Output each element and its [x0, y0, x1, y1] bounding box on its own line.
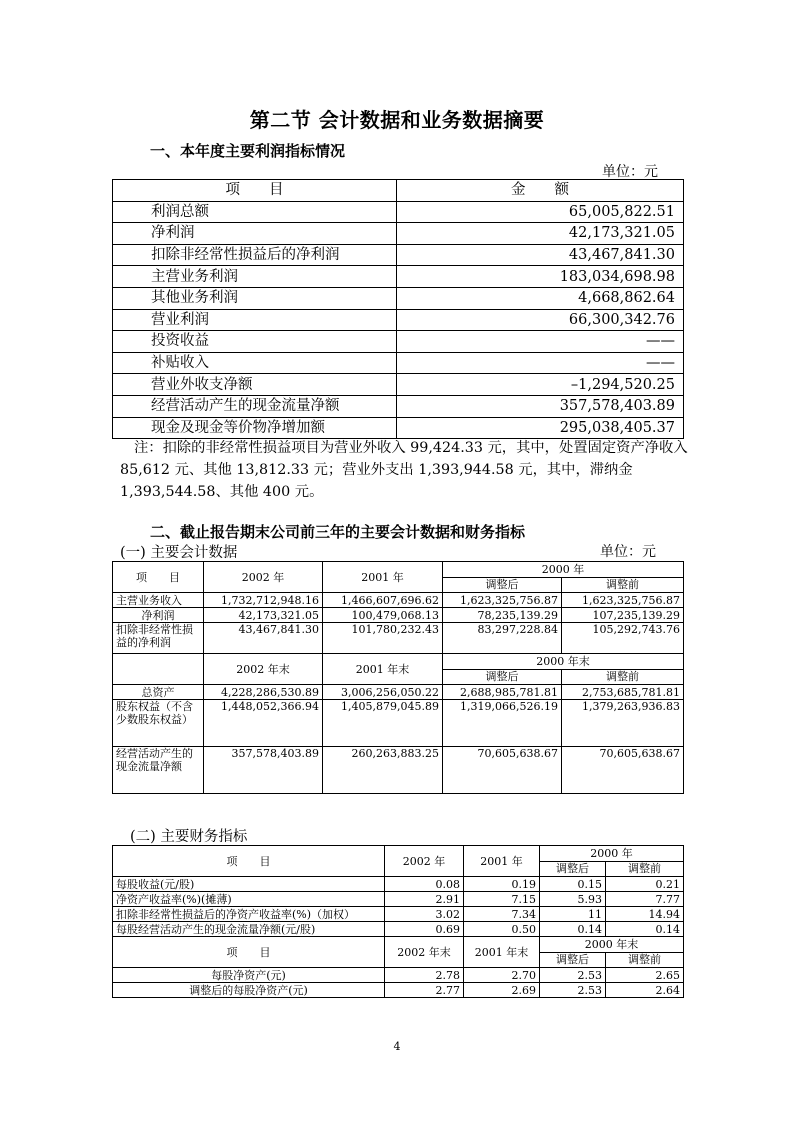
cell-2002: 3.02: [385, 907, 464, 922]
table-row: [113, 352, 684, 374]
cell-2001: 7.15: [464, 892, 540, 907]
row-label: 每股收益(元/股): [113, 877, 385, 892]
cell-2001: 2.70: [464, 968, 540, 983]
cell-2002: 43,467,841.30: [204, 623, 323, 654]
col-item-header: 项 目: [113, 562, 204, 593]
cell-2000-before: 2.65: [606, 968, 684, 983]
col-item-header: 项 目: [113, 937, 385, 968]
cell-2000-after: 1,623,325,756.87: [443, 593, 562, 608]
row-value: 4,668,862.64: [397, 287, 684, 309]
col-2001-yearend-header: 2001 年末: [323, 654, 443, 685]
cell-2000-after: 0.15: [540, 877, 606, 892]
cell-2000-before: 70,605,638.67: [562, 747, 684, 794]
table-row: [113, 922, 684, 937]
cell-2001: 1,405,879,045.89: [323, 700, 443, 747]
col-2002-yearend-header: 2002 年末: [204, 654, 323, 685]
nonrecurring-note: 注：扣除的非经常性损益项目为营业外收入 99,424.33 元，其中，处置固定资产净收入 85,612 元、其他 13,812.33 元；营业外支出 1,393,944.58 元，其中，滞纳金 1,393,544.58、其他 400 元。: [120, 440, 688, 500]
row-value: 43,467,841.30: [397, 244, 684, 266]
row-value: 183,034,698.98: [397, 266, 684, 288]
table-row: [113, 968, 684, 983]
col-2001-header: 2001 年: [464, 846, 540, 877]
row-label: 营业外收支净额: [113, 374, 397, 396]
col-2000-header: 2000 年: [540, 846, 684, 862]
row-label: 现金及现金等价物净增加额: [113, 417, 397, 439]
section1-unit: 单位：元: [602, 164, 658, 180]
col-amount-header: 金 额: [397, 180, 684, 202]
cell-2002: 2.91: [385, 892, 464, 907]
table-header-row: [113, 654, 684, 670]
col-adjusted-after-header: 调整后: [540, 952, 606, 968]
cell-2000-after: 2,688,985,781.81: [443, 685, 562, 700]
cell-2002: 357,578,403.89: [204, 747, 323, 794]
table-row: [113, 877, 684, 892]
table-row: [113, 892, 684, 907]
col-adjusted-after-header: 调整后: [443, 669, 562, 685]
cell-2001: 260,263,883.25: [323, 747, 443, 794]
row-label: 投资收益: [113, 331, 397, 353]
table-row: [113, 223, 684, 245]
col-2001-yearend-header: 2001 年末: [464, 937, 540, 968]
table-row: [113, 309, 684, 331]
table-header-row: [113, 180, 684, 202]
row-label: 扣除非经常性损益的净利润: [113, 623, 204, 654]
table-row: [113, 266, 684, 288]
accounting-data-subtitle: (一) 主要会计数据: [120, 545, 238, 561]
cell-2001: 0.50: [464, 922, 540, 937]
col-adjusted-after-header: 调整后: [443, 577, 562, 593]
row-value: ——: [397, 331, 684, 353]
cell-2001: 0.19: [464, 877, 540, 892]
row-value: 65,005,822.51: [397, 201, 684, 223]
row-label: 扣除非经常性损益后的净资产收益率(%)（加权）: [113, 907, 385, 922]
cell-2000-before: 105,292,743.76: [562, 623, 684, 654]
col-adjusted-after-header: 调整后: [540, 861, 606, 877]
cell-2002: 4,228,286,530.89: [204, 685, 323, 700]
col-2002-yearend-header: 2002 年末: [385, 937, 464, 968]
cell-2000-before: 14.94: [606, 907, 684, 922]
table-header-row: [113, 937, 684, 953]
row-value: 357,578,403.89: [397, 395, 684, 417]
cell-2000-after: 5.93: [540, 892, 606, 907]
cell-2001: 3,006,256,050.22: [323, 685, 443, 700]
col-2001-header: 2001 年: [323, 562, 443, 593]
row-label: 其他业务利润: [113, 287, 397, 309]
col-item-header: 项 目: [113, 180, 397, 202]
cell-2002: 0.08: [385, 877, 464, 892]
col-adjusted-before-header: 调整前: [606, 861, 684, 877]
cell-2000-after: 78,235,139.29: [443, 608, 562, 623]
row-value: –1,294,520.25: [397, 374, 684, 396]
row-label: 主营业务收入: [113, 593, 204, 608]
row-label: 净资产收益率(%)(摊薄): [113, 892, 385, 907]
row-label: 补贴收入: [113, 352, 397, 374]
row-label: 净利润: [113, 223, 397, 245]
financial-indicators-table: [112, 845, 684, 998]
col-2000-yearend-header: 2000 年末: [443, 654, 684, 670]
row-label: 调整后的每股净资产(元): [113, 983, 385, 998]
row-label: 经营活动产生的现金流量净额: [113, 395, 397, 417]
col-adjusted-before-header: 调整前: [606, 952, 684, 968]
table-row: [113, 700, 684, 747]
row-label: 扣除非经常性损益后的净利润: [113, 244, 397, 266]
profit-indicators-table: [112, 179, 684, 439]
cell-2000-before: 2,753,685,781.81: [562, 685, 684, 700]
table-row: [113, 608, 684, 623]
cell-2000-before: 1,623,325,756.87: [562, 593, 684, 608]
page-title: 第二节 会计数据和业务数据摘要: [249, 108, 545, 132]
row-label: 营业利润: [113, 309, 397, 331]
cell-2002: 2.77: [385, 983, 464, 998]
cell-2002: 2.78: [385, 968, 464, 983]
cell-2002: 42,173,321.05: [204, 608, 323, 623]
cell-2000-after: 11: [540, 907, 606, 922]
cell-2000-after: 1,319,066,526.19: [443, 700, 562, 747]
row-label: 经营活动产生的现金流量净额: [113, 747, 204, 794]
table-row: [113, 331, 684, 353]
cell-2000-after: 70,605,638.67: [443, 747, 562, 794]
col-adjusted-before-header: 调整前: [562, 577, 684, 593]
col-2000-yearend-header: 2000 年末: [540, 937, 684, 953]
cell-2001: 101,780,232.43: [323, 623, 443, 654]
col-2000-header: 2000 年: [443, 562, 684, 578]
table-row: [113, 747, 684, 794]
table-row: [113, 417, 684, 439]
cell-2000-after: 83,297,228.84: [443, 623, 562, 654]
cell-2000-after: 2.53: [540, 983, 606, 998]
col-2002-header: 2002 年: [385, 846, 464, 877]
table-row: [113, 201, 684, 223]
cell-2000-before: 7.77: [606, 892, 684, 907]
cell-2002: 0.69: [385, 922, 464, 937]
row-label: 主营业务利润: [113, 266, 397, 288]
cell-2000-after: 2.53: [540, 968, 606, 983]
row-label: 总资产: [113, 685, 204, 700]
col-item-header: 项 目: [113, 846, 385, 877]
row-value: 42,173,321.05: [397, 223, 684, 245]
cell-2000-before: 0.21: [606, 877, 684, 892]
row-label: 每股经营活动产生的现金流量净额(元/股): [113, 922, 385, 937]
cell-2001: 1,466,607,696.62: [323, 593, 443, 608]
table-row: [113, 395, 684, 417]
cell-2000-after: 0.14: [540, 922, 606, 937]
table-row: [113, 685, 684, 700]
table-row: [113, 374, 684, 396]
cell-2001: 2.69: [464, 983, 540, 998]
cell-2002: 1,448,052,366.94: [204, 700, 323, 747]
cell-2001: 100,479,068.13: [323, 608, 443, 623]
table-row: [113, 593, 684, 608]
table-row: [113, 623, 684, 654]
financial-indicators-subtitle: (二) 主要财务指标: [130, 829, 248, 845]
cell-2000-before: 1,379,263,936.83: [562, 700, 684, 747]
table-row: [113, 983, 684, 998]
accounting-data-table: [112, 561, 684, 794]
row-value: 295,038,405.37: [397, 417, 684, 439]
row-label: 利润总额: [113, 201, 397, 223]
empty-cell: [113, 654, 204, 685]
col-2002-header: 2002 年: [204, 562, 323, 593]
row-label: 每股净资产(元): [113, 968, 385, 983]
section2-heading: 二、截止报告期末公司前三年的主要会计数据和财务指标: [150, 523, 526, 541]
row-label: 股东权益（不含少数股东权益）: [113, 700, 204, 747]
cell-2000-before: 2.64: [606, 983, 684, 998]
section2-unit: 单位：元: [600, 544, 656, 560]
table-row: [113, 287, 684, 309]
row-value: ——: [397, 352, 684, 374]
page-number: 4: [393, 1040, 401, 1053]
table-row: [113, 244, 684, 266]
table-row: [113, 907, 684, 922]
table-header-row: [113, 846, 684, 862]
table-header-row: [113, 562, 684, 578]
col-adjusted-before-header: 调整前: [562, 669, 684, 685]
cell-2000-before: 0.14: [606, 922, 684, 937]
row-label: 净利润: [113, 608, 204, 623]
cell-2000-before: 107,235,139.29: [562, 608, 684, 623]
section1-heading: 一、本年度主要利润指标情况: [150, 142, 346, 160]
cell-2001: 7.34: [464, 907, 540, 922]
cell-2002: 1,732,712,948.16: [204, 593, 323, 608]
row-value: 66,300,342.76: [397, 309, 684, 331]
